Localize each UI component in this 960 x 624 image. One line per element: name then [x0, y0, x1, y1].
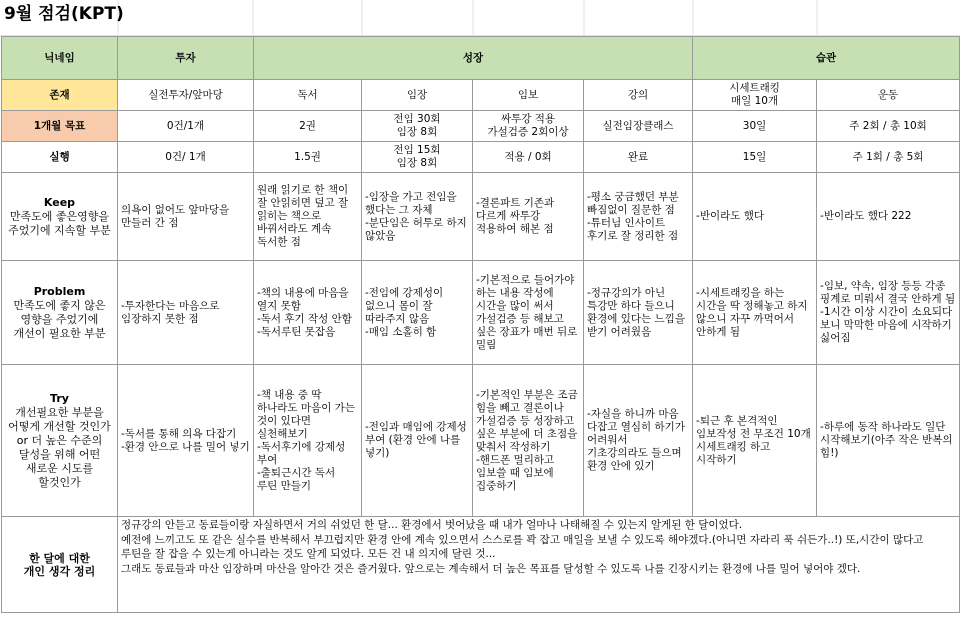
problem-desc: 만족도에 좋지 않은 영향을 주었기에 개선이 필요한 부분: [13, 298, 106, 340]
try-cell[interactable]: -독서를 통해 의욕 다잡기 -환경 안으로 나를 밀어 넣기: [118, 365, 254, 517]
existence-label[interactable]: 존재: [2, 80, 118, 111]
execution-cell[interactable]: 전임 15회 임장 8회: [362, 142, 473, 173]
existence-cell[interactable]: 시세트래킹 매일 10개: [693, 80, 817, 111]
execution-cell[interactable]: 주 1회 / 총 5회: [817, 142, 960, 173]
header-growth[interactable]: 성장: [254, 37, 693, 80]
header-nickname[interactable]: 닉네임: [2, 37, 118, 80]
try-cell[interactable]: -책 내용 중 딱 하나라도 마음이 가는 것이 있다면 실천해보기 -독서후기에 강제성 부여 -출퇴근시간 독서 루틴 만들기: [254, 365, 362, 517]
monthly-goal-row: [2, 111, 960, 142]
header-habit[interactable]: 습관: [693, 37, 960, 80]
existence-row: [2, 80, 960, 111]
problem-label[interactable]: [2, 261, 118, 365]
summary-line: 예전에 느끼고도 또 같은 실수를 반복해서 부끄럽지만 환경 안에 계속 있으면서 스스로를 꽉 잡고 매일을 보낼 수 있도록 해야겠다.(아니면 자라리 푹 쉬든가..!) 또,시간이 많다고 루틴을 잘 잡을 수 있는게 아니라는 것도 알게 되었다. 모든 건 내 의지에 달린 것...: [121, 533, 924, 560]
keep-cell[interactable]: -결론파트 기존과 다르게 싸투강 적용하여 해본 점: [473, 173, 584, 261]
problem-row: [2, 261, 960, 365]
problem-cell[interactable]: -정규강의가 아닌 특강만 하다 들으니 환경에 있다는 느낌을 받기 어려웠음: [584, 261, 693, 365]
existence-cell[interactable]: 강의: [584, 80, 693, 111]
goal-label[interactable]: 1개월 목표: [2, 111, 118, 142]
goal-cell[interactable]: 주 2회 / 총 10회: [817, 111, 960, 142]
existence-cell[interactable]: 운동: [817, 80, 960, 111]
keep-title: Keep: [43, 195, 76, 209]
summary-line: 정규강의 안듣고 동료들이랑 자실하면서 거의 쉬었던 한 달... 환경에서 벗어났을 때 내가 얼마나 나태해질 수 있는지 알게된 한 달이었다.: [121, 519, 743, 531]
goal-cell[interactable]: 전임 30회 임장 8회: [362, 111, 473, 142]
existence-cell[interactable]: 임장: [362, 80, 473, 111]
keep-row: [2, 173, 960, 261]
existence-cell[interactable]: 임보: [473, 80, 584, 111]
summary-row: [2, 517, 960, 613]
goal-cell[interactable]: 2권: [254, 111, 362, 142]
keep-cell[interactable]: -반이라도 했다: [693, 173, 817, 261]
header-invest[interactable]: 투자: [118, 37, 254, 80]
top-gridlines: [0, 0, 960, 36]
summary-label[interactable]: 한 달에 대한 개인 생각 정리: [2, 517, 118, 613]
goal-cell[interactable]: 0건/1개: [118, 111, 254, 142]
goal-cell[interactable]: 싸투강 적용 가설검증 2회이상: [473, 111, 584, 142]
try-cell[interactable]: -전임과 매임에 강제성 부여 (환경 안에 나를 넣기): [362, 365, 473, 517]
execution-row: [2, 142, 960, 173]
try-row: [2, 365, 960, 517]
try-title: Try: [50, 391, 69, 405]
try-cell[interactable]: -하루에 동작 하나라도 일단 시작해보기(아주 작은 반복의 힘!): [817, 365, 960, 517]
summary-line: 그래도 동료들과 마산 임장하며 마산을 알아간 것은 즐거웠다. 앞으로는 계속해서 더 높은 목표를 달성할 수 있도록 나를 긴장시키는 환경에 나를 밀어 넣어야 겠다.: [121, 562, 861, 575]
try-cell[interactable]: -기본적인 부분은 조금 힘을 빼고 결론이나 가설검증 등 성장하고 싶은 부분에 더 초점을 맞춰서 작성하기 -핸드폰 멀리하고 임보쓸 때 임보에 집중하기: [473, 365, 584, 517]
execution-label[interactable]: 실행: [2, 142, 118, 173]
goal-cell[interactable]: 30일: [693, 111, 817, 142]
problem-cell[interactable]: -기본적으로 들어가야 하는 내용 작성에 시간을 많이 써서 가설검증 등 해보고 싶은 장표가 매번 뒤로 밀림: [473, 261, 584, 365]
problem-cell[interactable]: -투자한다는 마음으로 임장하지 못한 점: [118, 261, 254, 365]
keep-desc: 만족도에 좋은영향을 주었기에 지속할 부분: [8, 209, 111, 237]
header-row: [2, 37, 960, 80]
keep-label[interactable]: [2, 173, 118, 261]
keep-cell[interactable]: -임장을 가고 전임을 했다는 그 자체 -분단임은 허투로 하지 않았음: [362, 173, 473, 261]
execution-cell[interactable]: 1.5권: [254, 142, 362, 173]
summary-text[interactable]: [118, 517, 960, 613]
keep-cell[interactable]: 의욕이 없어도 앞마당을 만들러 간 점: [118, 173, 254, 261]
try-desc: 개선필요한 부분을 어떻게 개선할 것인가 or 더 높은 수준의 달성을 위해 어떤 새로운 시도를 할것인가: [8, 405, 111, 489]
existence-cell[interactable]: 실전투자/앞마당: [118, 80, 254, 111]
kpt-table: [1, 36, 960, 613]
problem-cell[interactable]: -시세트래킹을 하는 시간을 딱 정해놓고 하지 않으니 자꾸 까먹어서 안하게 됨: [693, 261, 817, 365]
execution-cell[interactable]: 적용 / 0회: [473, 142, 584, 173]
keep-cell[interactable]: 원래 읽기로 한 책이 잘 안읽히면 덮고 잘 읽히는 책으로 바꿔서라도 계속 독서한 점: [254, 173, 362, 261]
execution-cell[interactable]: 완료: [584, 142, 693, 173]
execution-cell[interactable]: 0건/ 1개: [118, 142, 254, 173]
try-cell[interactable]: -자실을 하니까 마음 다잡고 열심히 하기가 어려워서 기초강의라도 들으며 환경 안에 있기: [584, 365, 693, 517]
try-label[interactable]: [2, 365, 118, 517]
sheet-title: 9월 점검(KPT): [4, 4, 124, 24]
problem-cell[interactable]: -전임에 강제성이 없으니 몸이 잘 따라주지 않음 -매임 소홀히 함: [362, 261, 473, 365]
problem-cell[interactable]: -임보, 약속, 임장 등등 각종 핑계로 미뤄서 결국 안하게 됨 -1시간 이상 시간이 소요되다 보니 막막한 마음에 시작하기 싫어짐: [817, 261, 960, 365]
goal-cell[interactable]: 실전임장클래스: [584, 111, 693, 142]
existence-cell[interactable]: 독서: [254, 80, 362, 111]
execution-cell[interactable]: 15일: [693, 142, 817, 173]
keep-cell[interactable]: -평소 궁금했던 부분 빠짐없이 질문한 점 -튜터님 인사이트 후기로 잘 정리한 점: [584, 173, 693, 261]
problem-title: Problem: [33, 284, 86, 298]
try-cell[interactable]: -퇴근 후 본격적인 임보작성 전 무조건 10개 시세트래킹 하고 시작하기: [693, 365, 817, 517]
keep-cell[interactable]: -반이라도 했다 222: [817, 173, 960, 261]
problem-cell[interactable]: -책의 내용에 마음을 열지 못함 -독서 후기 작성 안함 -독서루틴 못잡음: [254, 261, 362, 365]
